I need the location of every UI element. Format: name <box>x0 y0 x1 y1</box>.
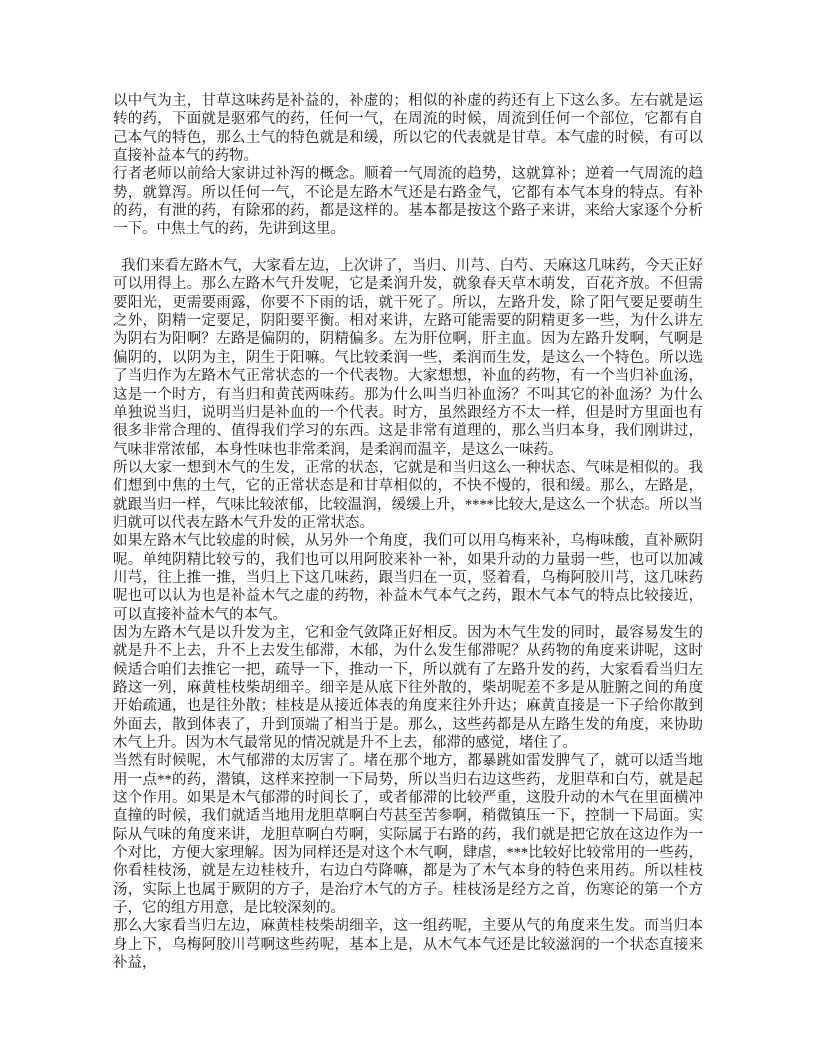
paragraph-6: 因为左路木气是以升发为主，它和金气敛降正好相反。因为木气生发的同时，最容易发生的就是升不上去，升不上去发生郁滞，木郁，为什么发生郁滞呢？从药物的角度来讲呢，这时候适合咱们去推它一把，疏导一下，推动一下，所以就有了左路升发的药，大家看看当归左路这一列，麻黄桂枝柴胡细辛。细辛是从底下往外散的，柴胡呢差不多是从脏腑之间的角度开始疏通，也是往外散；桂枝是从接近体表的角度来往外升达；麻黄直接是一下子给你散到外面去，散到体表了，升到顶端了相当于是。那么，这些药都是从左路生发的角度，来协助木气上升。因为木气最常见的情况就是升不上去，郁滞的感觉，堵住了。 <box>113 624 703 752</box>
paragraph-1: 以中气为主，甘草这味药是补益的，补虚的；相似的补虚的药还有上下这么多。左右就是运转的药，下面就是驱邪气的药，任何一气，在周流的时候，周流到任何一个部位，它都有自己本气的特色，那么土气的特色就是和缓，所以它的代表就是甘草。本气虚的时候，有可以直接补益本气的药物。 <box>113 93 703 165</box>
paragraph-3: 我们来看左路木气，大家看左边，上次讲了，当归、川芎、白芍、天麻这几味药，今天正好可以用得上。那么左路木气升发呢，它是柔润升发，就象春天草木萌发，百花齐放。不但需要阳光，更需要雨露，你要不下雨的话，就干死了。所以，左路升发，除了阳气要足要萌生之外，阴精一定要足，阴阳要平衡。相对来讲，左路可能需要的阴精更多一些，为什么讲左为阴右为阳啊？左路是偏阴的，阴精偏多。左为肝位啊，肝主血。因为左路升发啊，气啊是偏阴的，以阴为主，阴生于阳嘛。气比较柔润一些，柔润而生发，是这么一个特色。所以选了当归作为左路木气正常状态的一个代表物。大家想想，补血的药物，有一个当归补血汤，这是一个时方，有当归和黄芪两味药。那为什么叫当归补血汤？不叫其它的补血汤？为什么单独说当归，说明当归是补血的一个代表。时方，虽然跟经方不太一样，但是时方里面也有很多非常合理的、值得我们学习的东西。这是非常有道理的，那么当归本身，我们刚讲过，气味非常浓郁，本身性味也非常柔润，是柔润而温辛，是这么一味药。 <box>113 258 703 458</box>
paragraph-2: 行者老师以前给大家讲过补泻的概念。顺着一气周流的趋势，这就算补；逆着一气周流的趋势，就算泻。所以任何一气，不论是左路木气还是右路金气，它都有本气本身的特点。有补的药，有泄的药，有除邪的药，都是这样的。基本都是按这个路子来讲，来给大家逐个分析一下。中焦土气的药，先讲到这里。 <box>113 166 703 238</box>
paragraph-5: 如果左路木气比较虚的时候，从另外一个角度，我们可以用乌梅来补，乌梅味酸，直补厥阴呢。单纯阴精比较亏的，我们也可以用阿胶来补一补，如果升动的力量弱一些，也可以加减川芎，往上推一推，当归上下这几味药，跟当归在一页，竖着看，乌梅阿胶川芎，这几味药呢也可以认为也是补益木气之虚的药物，补益木气本气之药，跟木气本气的特点比较接近，可以直接补益木气的本气。 <box>113 533 703 623</box>
paragraph-8: 那么大家看当归左边，麻黄桂枝柴胡细辛，这一组药呢，主要从气的角度来生发。而当归本身上下，乌梅阿胶川芎啊这些药呢，基本上是，从木气本气还是比较滋润的一个状态直接来补益， <box>113 918 703 972</box>
paragraph-4: 所以大家一想到木气的生发，正常的状态，它就是和当归这么一种状态、气味是相似的。我们想到中焦的土气，它的正常状态是和甘草相似的，不快不慢的，很和缓。那么，左路是，就跟当归一样，气味比较浓郁，比较温润，缓缓上升，****比较大,是这么一个状态。所以当归就可以代表左路木气升发的正常状态。 <box>113 459 703 531</box>
paragraph-7: 当然有时候呢，木气郁滞的太厉害了。堵在那个地方，都暴跳如雷发脾气了，就可以适当地用一点**的药，潜镇，这样来控制一下局势，所以当归右边这些药，龙胆草和白芍，就是起这个作用。如果是木气郁滞的时间长了，或者郁滞的比较严重，这股升动的木气在里面横冲直撞的时候，我们就适当地用龙胆草啊白芍甚至苦参啊，稍微镇压一下，控制一下局面。实际从气味的角度来讲，龙胆草啊白芍啊，实际属于右路的药，我们就是把它放在这边作为一个对比，方便大家理解。因为同样还是对这个木气啊，肆虐，***比较好比较常用的一些药，你看桂枝汤，就是左边桂枝升，右边白芍降嘛，都是为了木气本身的特色来用药。所以桂枝汤，实际上也属于厥阴的方子，是治疗木气的方子。桂枝汤是经方之首，伤寒论的第一个方子，它的组方用意，是比较深刻的。 <box>113 753 703 917</box>
text-body <box>113 92 703 973</box>
